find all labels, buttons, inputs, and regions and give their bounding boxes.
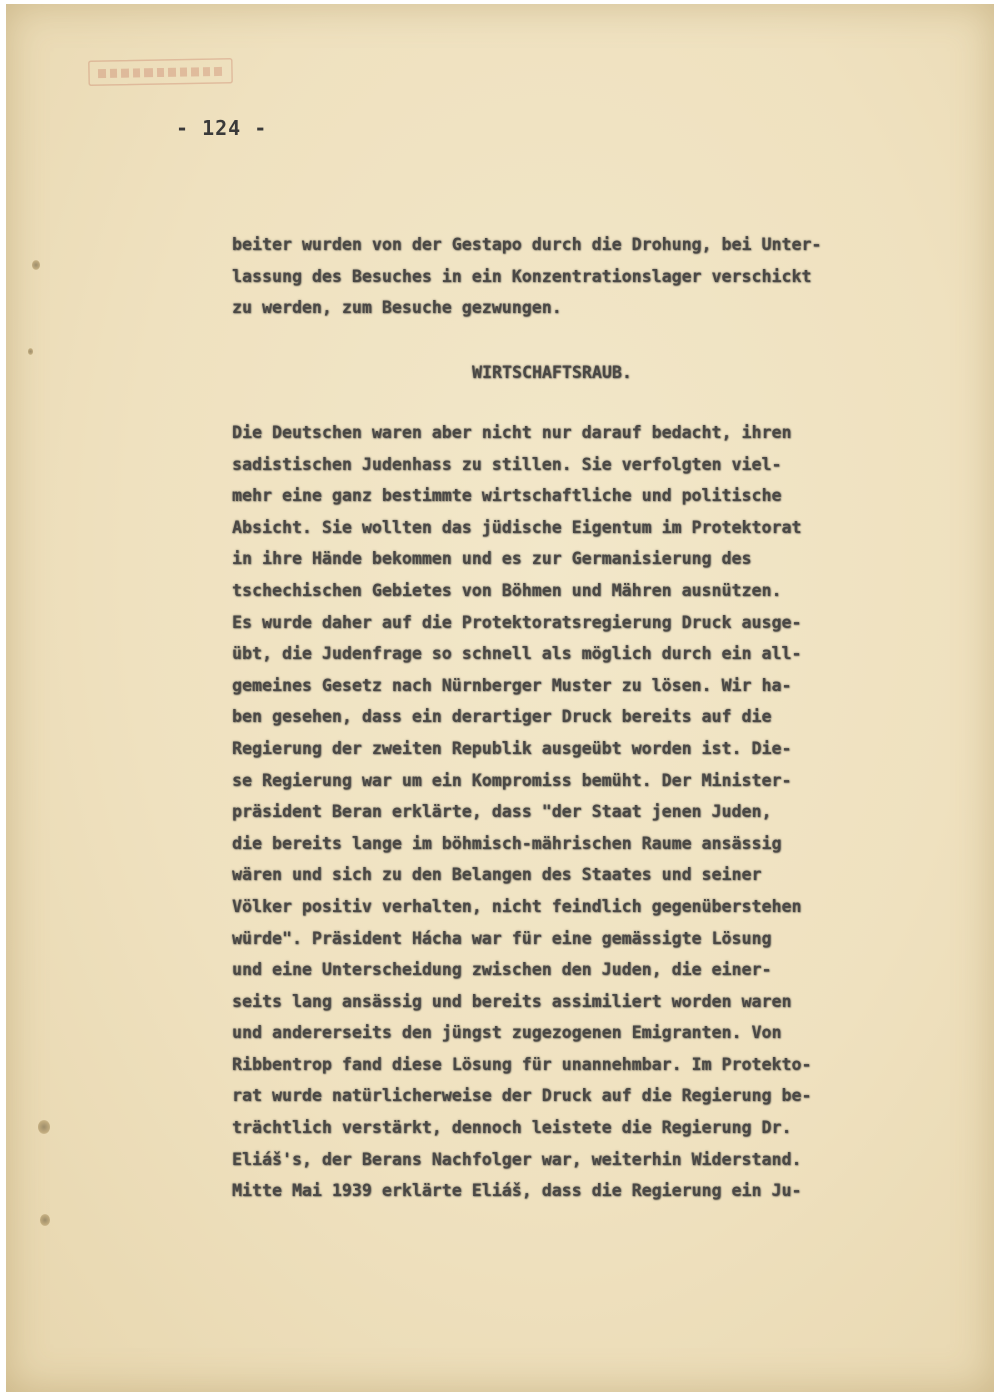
text-line: Völker positiv verhalten, nicht feindlich gegenüberstehen [232, 896, 802, 916]
text-line: Absicht. Sie wollten das jüdische Eigentum im Protektorat [232, 517, 802, 537]
text-line: würde". Präsident Hácha war für eine gemässigte Lösung [232, 928, 772, 948]
text-line: und andererseits den jüngst zugezogenen Emigranten. Von [232, 1023, 782, 1043]
text-line: Mitte Mai 1939 erklärte Eliáš, dass die Regierung ein Ju- [232, 1181, 802, 1201]
text-line: se Regierung war um ein Kompromiss bemüht. Der Minister- [232, 770, 792, 790]
section-heading: WIRTSCHAFTSRAUB. [472, 363, 632, 382]
staple-mark [40, 1214, 50, 1226]
text-line: Regierung der zweiten Republik ausgeübt worden ist. Die- [232, 738, 792, 758]
intro-paragraph [232, 229, 821, 324]
text-line: Ribbentrop fand diese Lösung für unannehmbar. Im Protekto- [232, 1054, 812, 1074]
body-paragraph [232, 417, 811, 1207]
text-line: seits lang ansässig und bereits assimiliert worden waren [232, 991, 792, 1011]
text-line: mehr eine ganz bestimmte wirtschaftliche und politische [232, 486, 782, 506]
text-line: rat wurde natürlicherweise der Druck auf die Regierung be- [232, 1086, 812, 1106]
text-line: übt, die Judenfrage so schnell als möglich durch ein all- [232, 644, 802, 664]
text-line: sadistischen Judenhass zu stillen. Sie verfolgten viel- [232, 454, 782, 474]
text-line: Es wurde daher auf die Protektoratsregierung Druck ausge- [232, 612, 802, 632]
text-line: ben gesehen, dass ein derartiger Druck bereits auf die [232, 707, 772, 727]
text-line: die bereits lange im böhmisch-mährischen Raume ansässig [232, 833, 782, 853]
text-line: Die Deutschen waren aber nicht nur darauf bedacht, ihren [232, 423, 792, 442]
archive-stamp [88, 58, 233, 87]
text-line: präsident Beran erklärte, dass "der Staat jenen Juden, [232, 802, 772, 822]
staple-mark [28, 348, 33, 355]
page-number: - 124 - [176, 116, 268, 140]
text-line: gemeines Gesetz nach Nürnberger Muster zu lösen. Wir ha- [232, 675, 792, 695]
text-line: und eine Unterscheidung zwischen den Juden, die einer- [232, 960, 772, 980]
text-line: in ihre Hände bekommen und es zur Germanisierung des [232, 549, 752, 569]
text-line: Eliáš's, der Berans Nachfolger war, weiterhin Widerstand. [232, 1149, 802, 1169]
staple-mark [32, 260, 40, 270]
text-line: zu werden, zum Besuche gezwungen. [232, 298, 562, 318]
text-line: beiter wurden von der Gestapo durch die Drohung, bei Unter- [232, 235, 822, 254]
staple-mark [38, 1120, 50, 1134]
document-page [6, 4, 994, 1392]
text-line: trächtlich verstärkt, dennoch leistete die Regierung Dr. [232, 1118, 792, 1138]
text-line: lassung des Besuches in ein Konzentrationslager verschickt [232, 266, 812, 286]
text-line: wären und sich zu den Belangen des Staates und seiner [232, 865, 762, 885]
text-line: tschechischen Gebietes von Böhmen und Mähren ausnützen. [232, 580, 782, 600]
